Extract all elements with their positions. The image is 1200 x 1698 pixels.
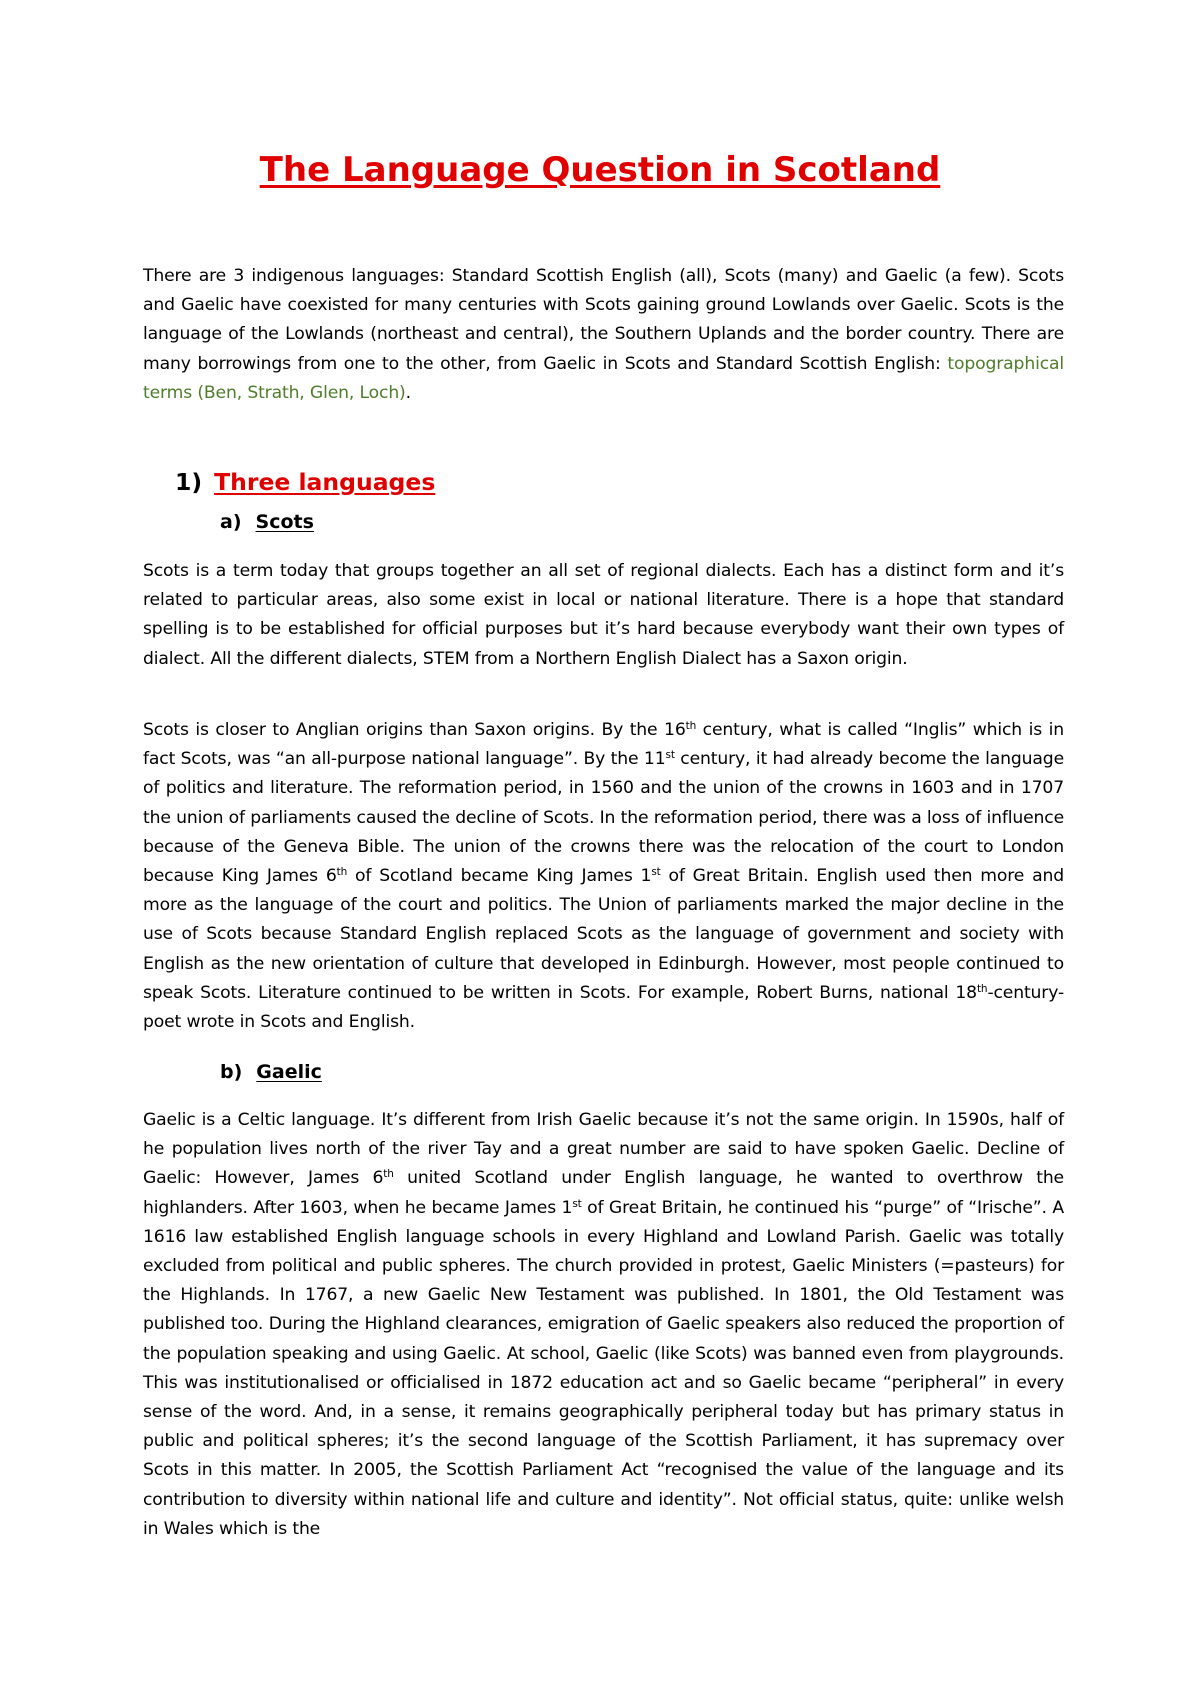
scots-paragraph-2 bbox=[143, 716, 1064, 1037]
subsection-title: Scots bbox=[255, 511, 314, 533]
document-title: The Language Question in Scotland bbox=[259, 150, 941, 190]
ordinal-suffix: th bbox=[976, 982, 988, 995]
intro-paragraph bbox=[143, 262, 1064, 408]
intro-text: There are 3 indigenous languages: Standard Scottish English (all), Scots (many) and Gaelic (a few). Scots and Gaelic have coexisted for many centuries with Scots gaining ground Lowlands over Gaelic. Scots is the language of the Lowlands (northeast and central), the Southern Uplands and the border country. There are many borrowings from one to the other, from Gaelic in Scots and Standard Scottish English: bbox=[143, 266, 1064, 374]
text-run: Scots is closer to Anglian origins than Saxon origins. By the 16 bbox=[143, 720, 686, 740]
section-heading-three-languages bbox=[175, 468, 435, 496]
section-title: Three languages bbox=[214, 468, 436, 496]
text-run: century, it had already become the language of politics and literature. The reformation period, in 1560 and the union of the crowns in 1603 and in 1707 the union of parliaments caused the decline of Scots. In the reformation period, there was a loss of influence because of the Geneva Bible. The union of the crowns there was the relocation of the court to London because King James 6 bbox=[143, 749, 1064, 887]
ordinal-suffix: th bbox=[336, 866, 348, 879]
subsection-letter: b) bbox=[220, 1061, 243, 1083]
subsection-title: Gaelic bbox=[256, 1061, 322, 1083]
topographical-terms-highlight: topographical terms (Ben, Strath, Glen, Loch) bbox=[143, 353, 1064, 403]
subsection-heading-scots bbox=[220, 511, 314, 533]
gaelic-paragraph-1 bbox=[143, 1106, 1064, 1544]
subsection-heading-gaelic bbox=[220, 1061, 322, 1083]
text-run: Gaelic is a Celtic language. It’s different from Irish Gaelic because it’s not the same origin. In 1590s, half of he population lives north of the river Tay and a great number are said to have spoken Gaelic. Decline of Gaelic: However, James 6 bbox=[143, 1110, 1064, 1189]
ordinal-suffix: th bbox=[383, 1168, 394, 1181]
ordinal-suffix: th bbox=[685, 720, 697, 732]
section-number: 1) bbox=[175, 468, 203, 496]
scots-paragraph-1: Scots is a term today that groups together an all set of regional dialects. Each has a distinct form and it’s related to particular areas, also some exist in local or national literature. There is a hope that standard spelling is to be established for official purposes but it’s hard because everybody want their own types of dialect. All the different dialects, STEM from a Northern English Dialect has a Saxon origin. bbox=[143, 561, 1064, 669]
text-run: united Scotland under English language, he wanted to overthrow the highlanders. After 1603, when he became James 1 bbox=[143, 1168, 1064, 1218]
text-run: -century-poet wrote in Scots and English. bbox=[143, 982, 1064, 1033]
intro-text-end: . bbox=[405, 382, 411, 403]
text-run: of Scotland became King James 1 bbox=[347, 866, 652, 887]
text-run: of Great Britain. English used then more and more as the language of the court and politics. The Union of parliaments marked the major decline in the use of Scots because Standard English replaced Scots as the language of government and society with English as the new orientation of culture that developed in Edinburgh. However, most people continued to speak Scots. Literature continued to be written in Scots. For example, Robert Burns, national 18 bbox=[143, 866, 1064, 1003]
text-run: century, what is called “Inglis” which is in fact Scots, was “an all-purpose national language”. By the 11 bbox=[143, 720, 1064, 770]
ordinal-suffix: st bbox=[665, 749, 675, 762]
ordinal-suffix: st bbox=[572, 1197, 582, 1210]
subsection-letter: a) bbox=[220, 511, 242, 533]
ordinal-suffix: st bbox=[651, 866, 661, 879]
text-run: of Great Britain, he continued his “purge” of “Irische”. A 1616 law established English language schools in every Highland and Lowland Parish. Gaelic was totally excluded from political and public spheres. The church provided in protest, Gaelic Ministers (=pasteurs) for the Highlands. In 1767, a new Gaelic New Testament was published. In 1801, the Old Testament was published too. During the Highland clearances, emigration of Gaelic speakers also reduced the proportion of the population speaking and using Gaelic. At school, Gaelic (like Scots) was banned even from playgrounds. This was institutionalised or officialised in 1872 education act and so Gaelic became “peripheral” in every sense of the word. And, in a sense, it remains geographically peripheral today but has primary status in public and political spheres; it’s the second language of the Scottish Parliament, it has supremacy over Scots in this matter. In 2005, the Scottish Parliament Act “recognised the value of the language and its contribution to diversity within national life and culture and identity”. Not official status, quite: unlike welsh in Wales which is the bbox=[143, 1197, 1064, 1539]
